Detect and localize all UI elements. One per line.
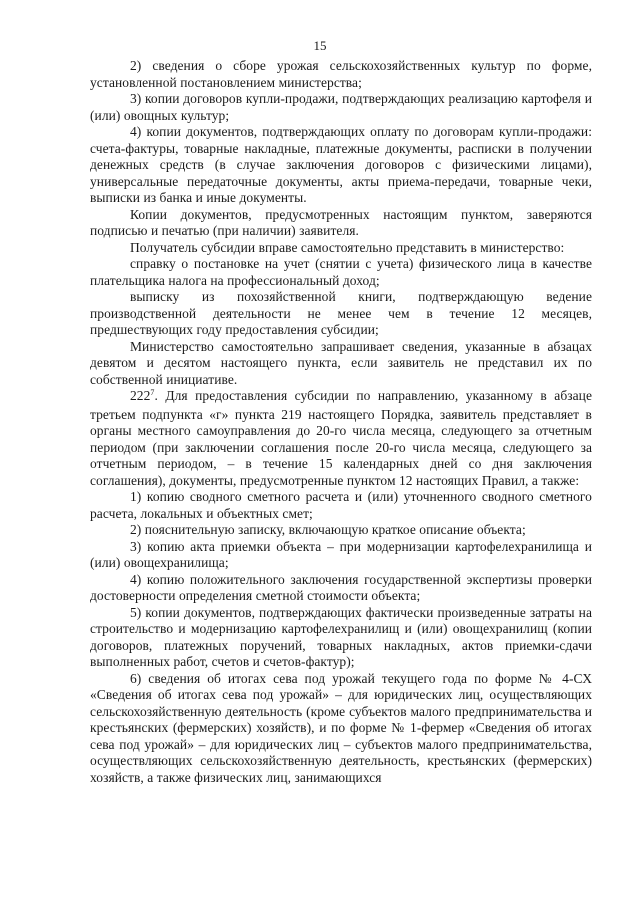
paragraph: Получатель субсидии вправе самостоятельно представить в министерство:	[130, 239, 565, 255]
list-item: 3) копию акта приемки объекта – при модернизации картофелехранилища и (или) овощехранилища;	[90, 538, 592, 570]
list-item: 2) пояснительную записку, включающую краткое описание объекта;	[130, 522, 526, 537]
paragraph: выписку из похозяйственной книги, подтверждающую ведение производственной деятельности не менее чем в течение 12 месяцев, предшествующих году предоставления субсидии;	[90, 289, 592, 337]
list-item: 6) сведения об итогах сева под урожай текущего года по форме № 4-СХ «Сведения об итогах сева под урожай» – для юридических лиц, осуществляющих сельскохозяйственную деятельность (кроме субъектов малого предпринимательства и крестьянских (фермерских) хозяйств), и по форме № 1-фермер «Сведения об итогах сева под урожай» – для юридических лиц – субъектов малого предпринимательства, осуществляющих сельскохозяйственную деятельность, крестьянских (фермерских) хозяйств, а также физических лиц, занимающихся	[90, 670, 592, 785]
point-text: . Для предоставления субсидии по направлению, указанному в абзаце третьем подпункта «г» пункта 219 настоящего Порядка, заявитель представляет в органы местного самоуправления до 20-го числа месяца, следующего за отчетным периодом (при заключении соглашения после 20-го числа месяца, следующего за отчетным периодом, – в течение 15 календарных дней со дня заключения соглашения), документы, предусмотренные пунктом 12 настоящих Правил, а также:	[90, 388, 592, 488]
point-222-paragraph	[90, 388, 592, 489]
page-number: 15	[313, 38, 327, 53]
paragraph: Министерство самостоятельно запрашивает сведения, указанные в абзацах девятом и десятом настоящего пункта, если заявитель не представил их по собственной инициативе.	[90, 338, 592, 387]
point-number: 222	[130, 388, 151, 403]
paragraph: Копии документов, предусмотренных настоящим пунктом, заверяются подписью и печатью (при наличии) заявителя.	[90, 206, 592, 238]
paragraph: 2) сведения о сборе урожая сельскохозяйственных культур по форме, установленной постановлением министерства;	[90, 58, 592, 90]
document-body	[90, 58, 592, 786]
list-item: 5) копии документов, подтверждающих фактически произведенные затраты на строительство и модернизацию картофелехранилищ и (или) овощехранилищ (копии договоров, платежных поручений, товарных накладных, актов приемки-сдачи выполненных работ, счетов и счетов-фактур);	[90, 604, 592, 669]
list-item: 4) копию положительного заключения государственной экспертизы проверки достоверности определения сметной стоимости объекта;	[90, 571, 592, 603]
paragraph: 3) копии договоров купли-продажи, подтверждающих реализацию картофеля и (или) овощных культур;	[90, 91, 592, 123]
point-superscript: 7	[150, 388, 155, 397]
list-item: 1) копию сводного сметного расчета и (или) уточненного сводного сметного расчета, локальных и объектных смет;	[90, 489, 592, 521]
paragraph: справку о постановке на учет (снятии с учета) физического лица в качестве плательщика налога на профессиональный доход;	[90, 256, 592, 288]
paragraph: 4) копии документов, подтверждающих оплату по договорам купли-продажи: счета-фактуры, товарные накладные, платежные документы, расписки в получении денежных средств (в случае заключения договоров с физическими лицами), универсальные передаточные документы, акты приема-передачи, товарные чеки, выписки из банка и иные документы.	[90, 124, 592, 205]
